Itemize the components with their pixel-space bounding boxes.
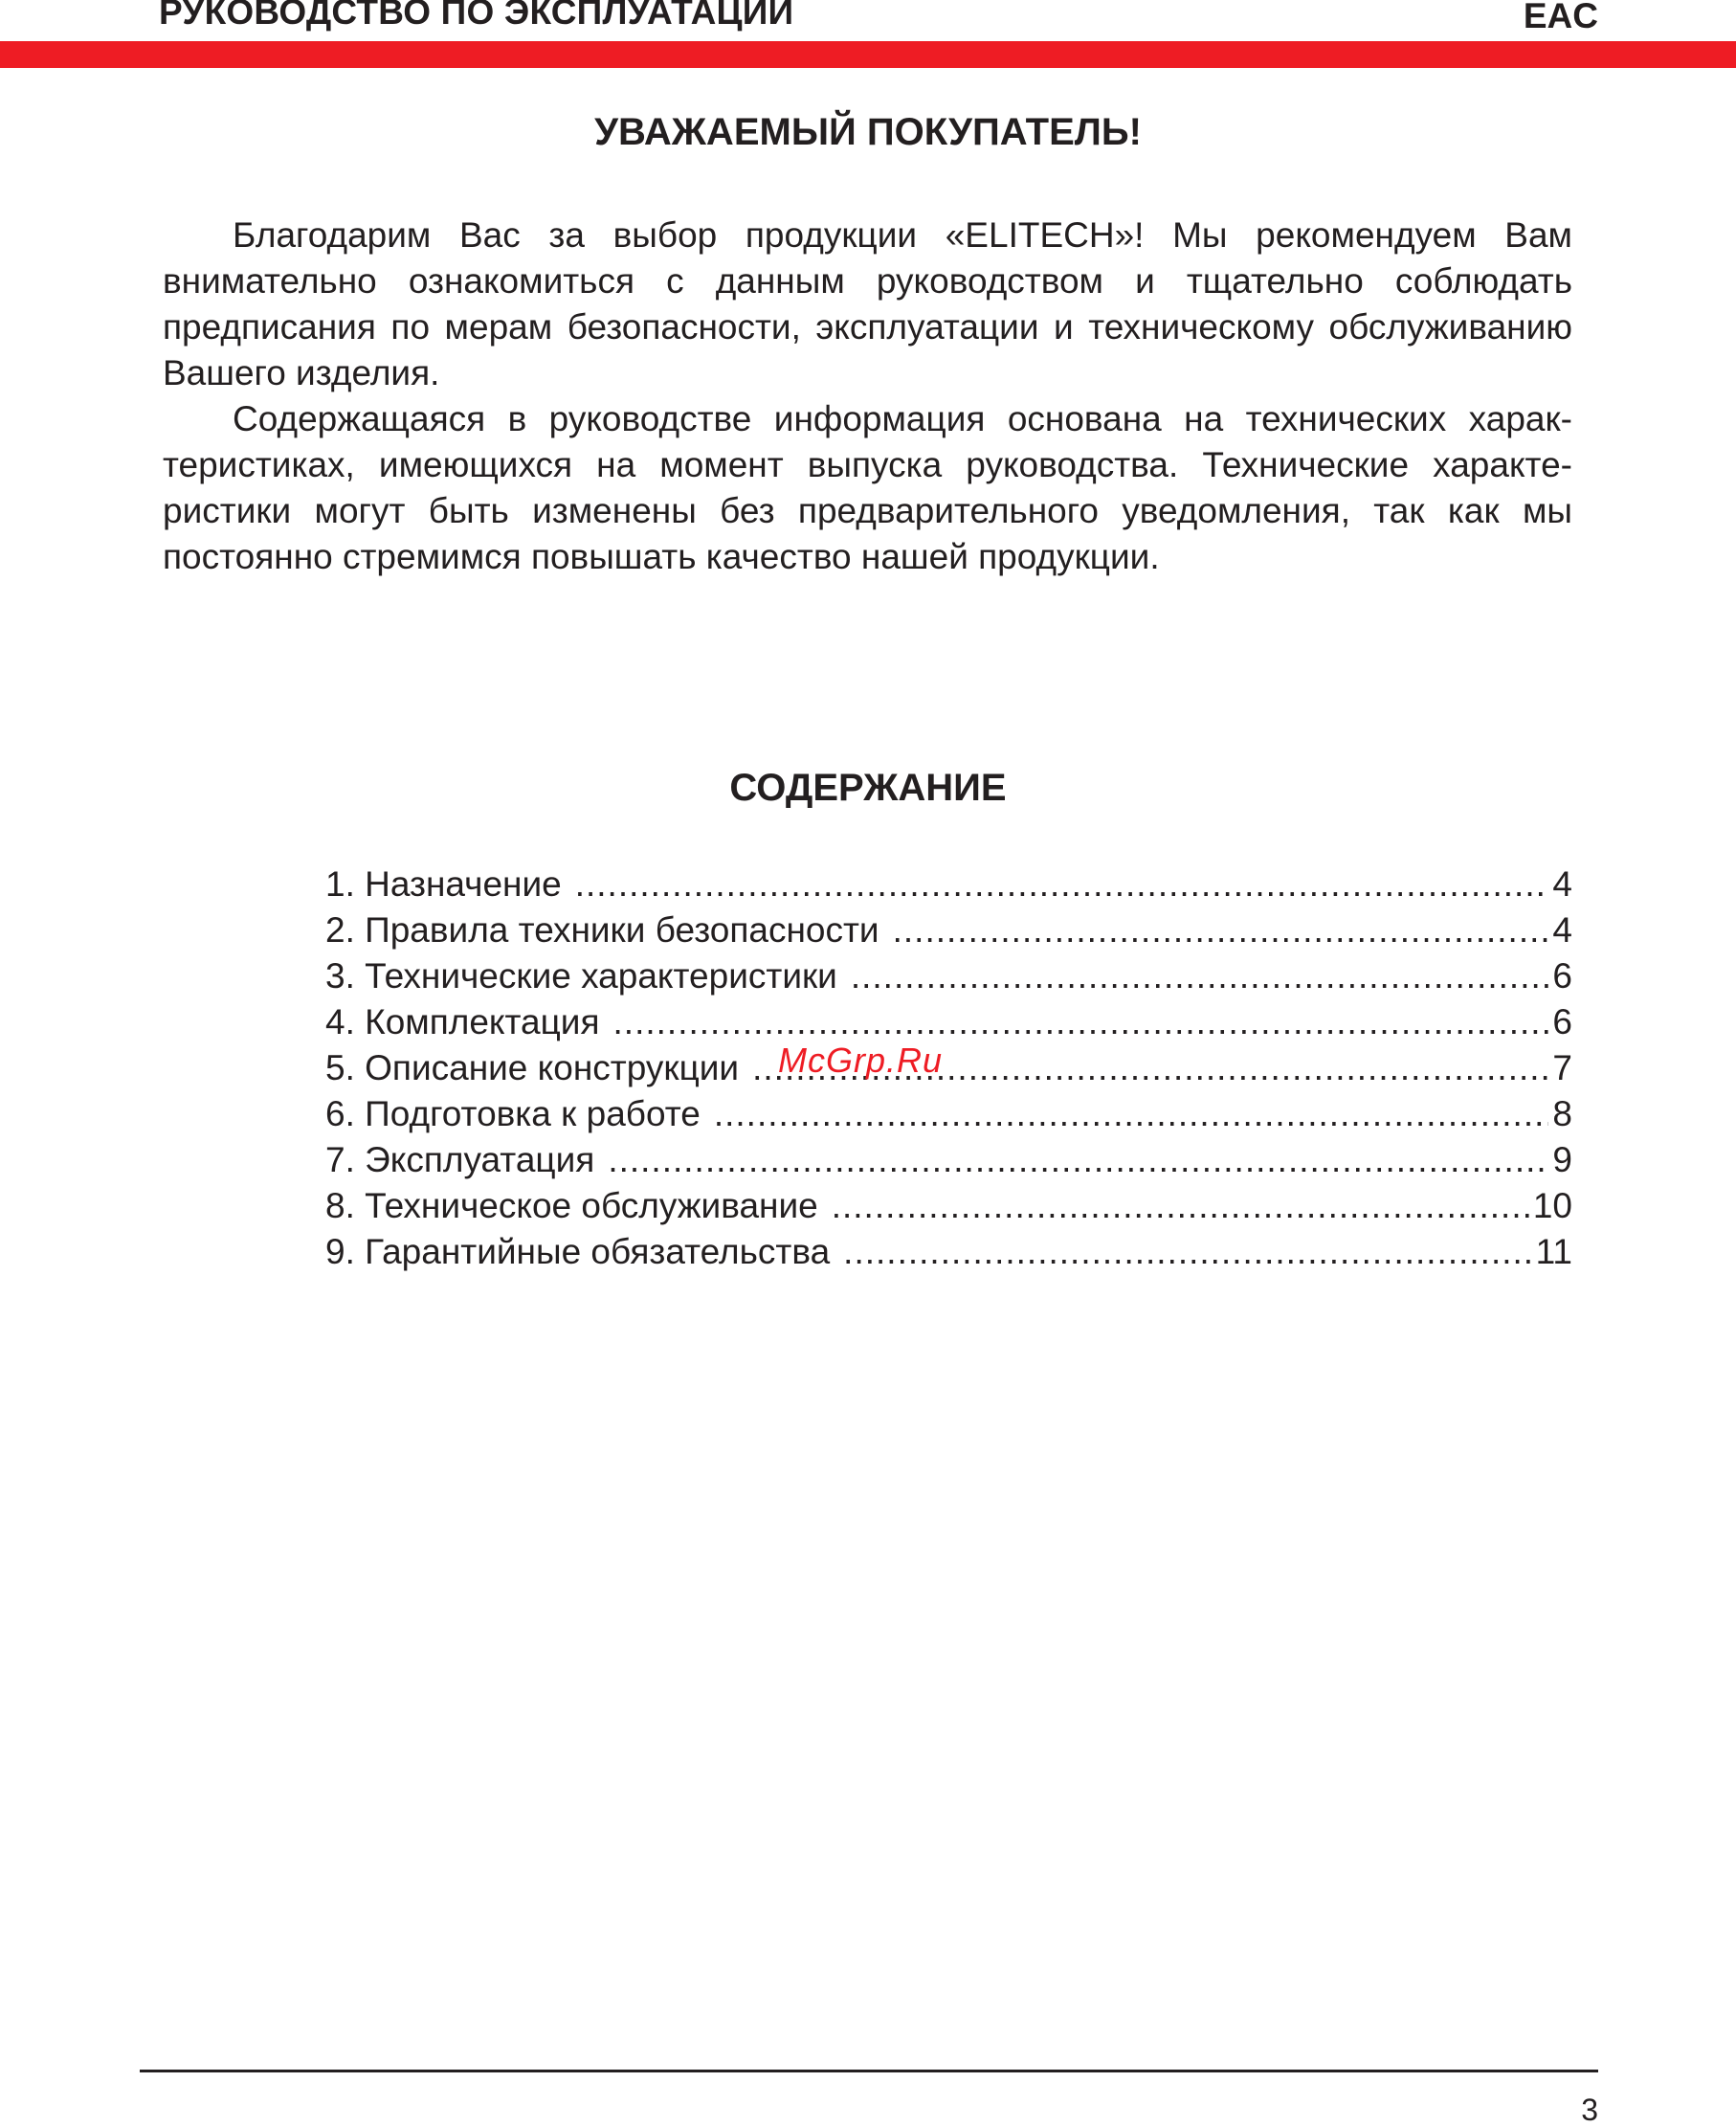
toc-item-page: 7 <box>1552 1048 1572 1087</box>
toc-item-label: 2. Правила техники безопасности <box>325 910 879 950</box>
toc-item[interactable] <box>325 1091 1572 1137</box>
toc-leader-dots <box>575 862 1549 907</box>
toc-leader-dots <box>832 1183 1529 1229</box>
toc-item-label: 5. Описание конструкции <box>325 1048 740 1087</box>
toc-item-label: 1. Назначение <box>325 864 562 904</box>
toc-item-page: 4 <box>1552 864 1572 904</box>
eac-mark: EAC <box>1523 0 1598 35</box>
intro-text <box>163 213 1572 580</box>
watermark: McGrp.Ru <box>778 1041 944 1080</box>
toc-item-label: 4. Комплектация <box>325 1002 600 1041</box>
toc-leader-dots <box>714 1091 1549 1137</box>
toc-item-label: 7. Эксплуатация <box>325 1140 595 1179</box>
toc-item[interactable] <box>325 1041 1572 1091</box>
toc-leader-dots <box>851 953 1549 999</box>
toc-item[interactable] <box>325 1229 1572 1275</box>
intro-paragraph-1: Благодарим Вас за выбор продукции «ELITECH»! Мы рекомендуем Вам внимательно ознакомиться с данным руководством и тщательно соблюдать предписания по мерам безопасности, эксплуатации и техническому обслуживанию Вашего изделия. <box>163 215 1572 392</box>
footer-rule <box>140 2070 1598 2072</box>
table-of-contents <box>325 862 1572 1275</box>
toc-item-page: 6 <box>1552 1002 1572 1041</box>
toc-item-label: 8. Техническое обслуживание <box>325 1186 818 1225</box>
toc-item-label: 3. Технические характеристики <box>325 956 837 996</box>
toc-leader-dots <box>608 1137 1548 1183</box>
toc-item[interactable] <box>325 1183 1572 1229</box>
toc-leader-dots <box>843 1229 1531 1275</box>
toc-item[interactable] <box>325 1137 1572 1183</box>
toc-item-page: 4 <box>1552 910 1572 950</box>
toc-item-page: 10 <box>1532 1186 1572 1225</box>
greeting-heading: УВАЖАЕМЫЙ ПОКУПАТЕЛЬ! <box>594 111 1142 153</box>
toc-item-page: 11 <box>1535 1232 1572 1271</box>
header-title: РУКОВОДСТВО ПО ЭКСПЛУАТАЦИИ <box>159 0 794 32</box>
page-number: 3 <box>1581 2093 1598 2127</box>
toc-leader-dots <box>893 907 1549 953</box>
toc-item[interactable] <box>325 999 1572 1045</box>
toc-item[interactable] <box>325 907 1572 953</box>
toc-item[interactable] <box>325 862 1572 907</box>
toc-item-label: 6. Подготовка к работе <box>325 1094 701 1133</box>
toc-item-page: 8 <box>1552 1094 1572 1133</box>
intro-paragraph-2: Содержащаяся в руководстве информация основана на технических характеристиках, имеющихся на момент выпуска руководства. Технические характеристики могут быть изменены без предварительного уведомления, так как мы постоянно стремимся повышать качество нашей продукции. <box>163 399 1572 576</box>
toc-item-page: 6 <box>1552 956 1572 996</box>
toc-item-page: 9 <box>1552 1140 1572 1179</box>
toc-leader-dots <box>613 999 1549 1045</box>
toc-item[interactable] <box>325 953 1572 999</box>
toc-item-label: 9. Гарантийные обязательства <box>325 1232 831 1271</box>
toc-title: СОДЕРЖАНИЕ <box>729 767 1007 809</box>
header-red-bar <box>0 41 1736 68</box>
